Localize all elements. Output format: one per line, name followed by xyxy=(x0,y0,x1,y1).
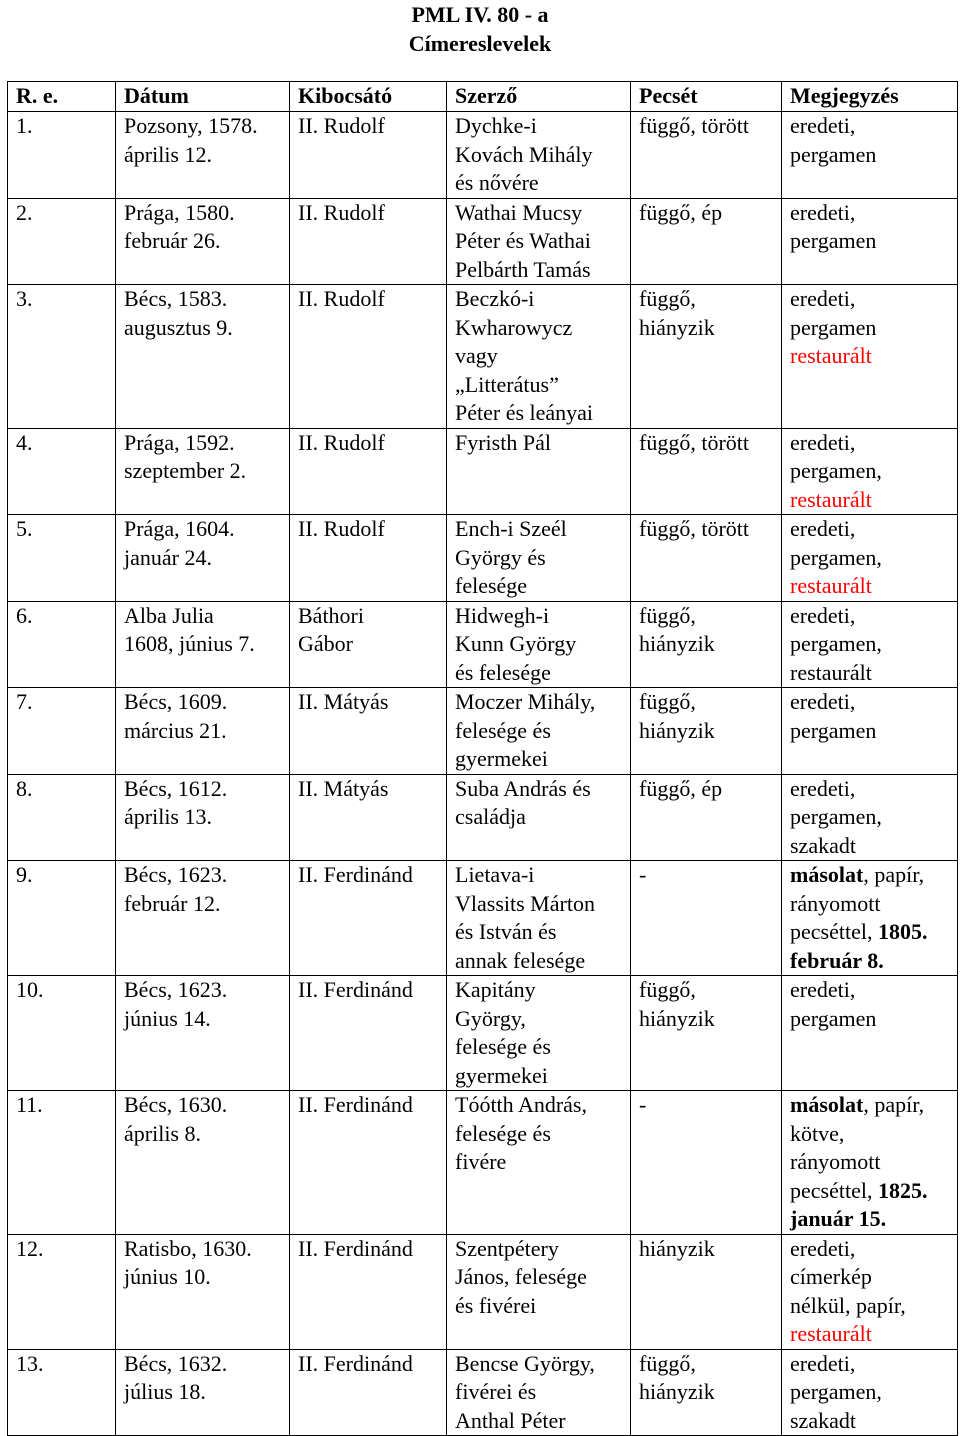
cell-megjegyzes xyxy=(782,688,958,775)
cell-pecset: - xyxy=(631,861,782,976)
cell-pecset: függő, törött xyxy=(631,428,782,515)
cell-szerzo: Moczer Mihály, felesége és gyermekei xyxy=(447,688,631,775)
note-text: eredeti, pergamen xyxy=(790,199,877,253)
cell-megjegyzes xyxy=(782,976,958,1091)
copy-date: 1825. január 15. xyxy=(790,1177,928,1231)
cell-szerzo: Kapitány György, felesége és gyermekei xyxy=(447,976,631,1091)
cell-megjegyzes xyxy=(782,515,958,602)
cell-kibocsato: II. Rudolf xyxy=(290,285,447,429)
cell-kibocsato: II. Rudolf xyxy=(290,428,447,515)
note-text: eredeti, pergamen, xyxy=(790,429,882,483)
cell-megjegyzes xyxy=(782,1234,958,1349)
cell-kibocsato: II. Rudolf xyxy=(290,198,447,285)
cell-szerzo: Wathai Mucsy Péter és Wathai Pelbárth Tamás xyxy=(447,198,631,285)
header-datum: Dátum xyxy=(116,82,290,112)
cell-datum: Bécs, 1623. június 14. xyxy=(116,976,290,1091)
cell-datum: Bécs, 1612. április 13. xyxy=(116,774,290,861)
title-line-2: Címereslevelek xyxy=(408,31,552,56)
cell-pecset: függő, hiányzik xyxy=(631,285,782,429)
table-body xyxy=(8,112,958,1436)
cell-szerzo: Tóótth András, felesége és fivére xyxy=(447,1091,631,1235)
cell-pecset: függő, ép xyxy=(631,198,782,285)
table-row xyxy=(8,774,958,861)
cell-datum: Prága, 1592. szeptember 2. xyxy=(116,428,290,515)
cell-szerzo: Fyristh Pál xyxy=(447,428,631,515)
cell-datum: Bécs, 1623. február 12. xyxy=(116,861,290,976)
table-row xyxy=(8,112,958,199)
cell-re: 8. xyxy=(8,774,116,861)
document-title xyxy=(0,0,960,58)
note-text: eredeti, pergamen, restaurált xyxy=(790,602,882,685)
cell-kibocsato: II. Ferdinánd xyxy=(290,976,447,1091)
note-text: eredeti, pergamen xyxy=(790,286,877,340)
header-re: R. e. xyxy=(8,82,116,112)
cell-megjegyzes xyxy=(782,774,958,861)
cell-pecset: függő, hiányzik xyxy=(631,601,782,688)
copy-label: másolat xyxy=(790,862,864,887)
cell-datum: Pozsony, 1578. április 12. xyxy=(116,112,290,199)
table-row xyxy=(8,515,958,602)
cell-kibocsato: II. Rudolf xyxy=(290,515,447,602)
cell-kibocsato: II. Ferdinánd xyxy=(290,1234,447,1349)
note-text: eredeti, pergamen, szakadt xyxy=(790,775,882,858)
table-row xyxy=(8,1234,958,1349)
cell-szerzo: Lietava-i Vlassits Márton és István és annak felesége xyxy=(447,861,631,976)
cell-megjegyzes xyxy=(782,428,958,515)
cell-szerzo: Bencse György, fivérei és Anthal Péter xyxy=(447,1349,631,1436)
cell-kibocsato: II. Ferdinánd xyxy=(290,1091,447,1235)
cell-datum: Bécs, 1630. április 8. xyxy=(116,1091,290,1235)
table-row xyxy=(8,285,958,429)
cell-re: 4. xyxy=(8,428,116,515)
cell-megjegyzes xyxy=(782,861,958,976)
cell-pecset: hiányzik xyxy=(631,1234,782,1349)
cell-datum: Bécs, 1583. augusztus 9. xyxy=(116,285,290,429)
cell-datum: Ratisbo, 1630. június 10. xyxy=(116,1234,290,1349)
copy-date: 1805. február 8. xyxy=(790,919,928,973)
cell-megjegyzes xyxy=(782,1349,958,1436)
restored-label: restaurált xyxy=(790,343,872,368)
cell-datum: Bécs, 1632. július 18. xyxy=(116,1349,290,1436)
cell-re: 5. xyxy=(8,515,116,602)
cell-megjegyzes xyxy=(782,601,958,688)
table-row xyxy=(8,1349,958,1436)
cell-kibocsato: II. Mátyás xyxy=(290,688,447,775)
restored-label: restaurált xyxy=(790,1321,872,1346)
cell-pecset: függő, hiányzik xyxy=(631,688,782,775)
cell-megjegyzes xyxy=(782,285,958,429)
cell-pecset: függő, hiányzik xyxy=(631,1349,782,1436)
cell-kibocsato: II. Ferdinánd xyxy=(290,1349,447,1436)
cell-szerzo: Ench-i Szeél György és felesége xyxy=(447,515,631,602)
restored-label: restaurált xyxy=(790,486,872,512)
cell-kibocsato: Báthori Gábor xyxy=(290,601,447,688)
note-text: eredeti, címerkép nélkül, papír, xyxy=(790,1235,906,1318)
cell-pecset: - xyxy=(631,1091,782,1235)
copy-label: másolat xyxy=(790,1092,864,1117)
register-table xyxy=(7,81,958,1436)
note-text: eredeti, pergamen, xyxy=(790,516,882,570)
cell-szerzo: Szentpétery János, felesége és fivérei xyxy=(447,1234,631,1349)
cell-pecset: függő, hiányzik xyxy=(631,976,782,1091)
cell-pecset: függő, törött xyxy=(631,112,782,199)
cell-kibocsato: II. Rudolf xyxy=(290,112,447,199)
header-kibocsato: Kibocsátó xyxy=(290,82,447,112)
cell-szerzo: Beczkó-i Kwharowycz vagy „Litterátus” Péter és leányai xyxy=(447,285,631,429)
restored-label: restaurált xyxy=(790,573,872,598)
table-row xyxy=(8,198,958,285)
table-row xyxy=(8,976,958,1091)
header-megjegyzes: Megjegyzés xyxy=(782,82,958,112)
cell-datum: Alba Julia 1608, június 7. xyxy=(116,601,290,688)
cell-re: 11. xyxy=(8,1091,116,1235)
cell-megjegyzes xyxy=(782,112,958,199)
cell-megjegyzes xyxy=(782,198,958,285)
cell-re: 7. xyxy=(8,688,116,775)
cell-kibocsato: II. Ferdinánd xyxy=(290,861,447,976)
table-header-row xyxy=(8,82,958,112)
cell-megjegyzes xyxy=(782,1091,958,1235)
cell-datum: Bécs, 1609. március 21. xyxy=(116,688,290,775)
header-pecset: Pecsét xyxy=(631,82,782,112)
cell-re: 3. xyxy=(8,285,116,429)
cell-datum: Prága, 1604. január 24. xyxy=(116,515,290,602)
note-text: eredeti, pergamen, szakadt xyxy=(790,1350,882,1433)
cell-kibocsato: II. Mátyás xyxy=(290,774,447,861)
note-text: eredeti, pergamen xyxy=(790,977,877,1031)
table-row xyxy=(8,1091,958,1235)
title-line-1: PML IV. 80 - a xyxy=(411,2,549,27)
copy-description: , papír, rányomott pecséttel, xyxy=(790,862,925,944)
table-row xyxy=(8,428,958,515)
cell-datum: Prága, 1580. február 26. xyxy=(116,198,290,285)
cell-szerzo: Suba András és családja xyxy=(447,774,631,861)
cell-re: 13. xyxy=(8,1349,116,1436)
note-text: eredeti, pergamen xyxy=(790,113,877,167)
cell-re: 1. xyxy=(8,112,116,199)
cell-re: 10. xyxy=(8,976,116,1091)
copy-description: , papír, kötve, rányomott pecséttel, xyxy=(790,1092,925,1203)
cell-szerzo: Dychke-i Kovách Mihály és nővére xyxy=(447,112,631,199)
cell-re: 2. xyxy=(8,198,116,285)
cell-re: 6. xyxy=(8,601,116,688)
table-row xyxy=(8,601,958,688)
header-szerzo: Szerző xyxy=(447,82,631,112)
cell-pecset: függő, ép xyxy=(631,774,782,861)
table-row xyxy=(8,861,958,976)
note-text: eredeti, pergamen xyxy=(790,689,877,743)
table-row xyxy=(8,688,958,775)
cell-pecset: függő, törött xyxy=(631,515,782,602)
cell-szerzo: Hidwegh-i Kunn György és felesége xyxy=(447,601,631,688)
cell-re: 12. xyxy=(8,1234,116,1349)
cell-re: 9. xyxy=(8,861,116,976)
